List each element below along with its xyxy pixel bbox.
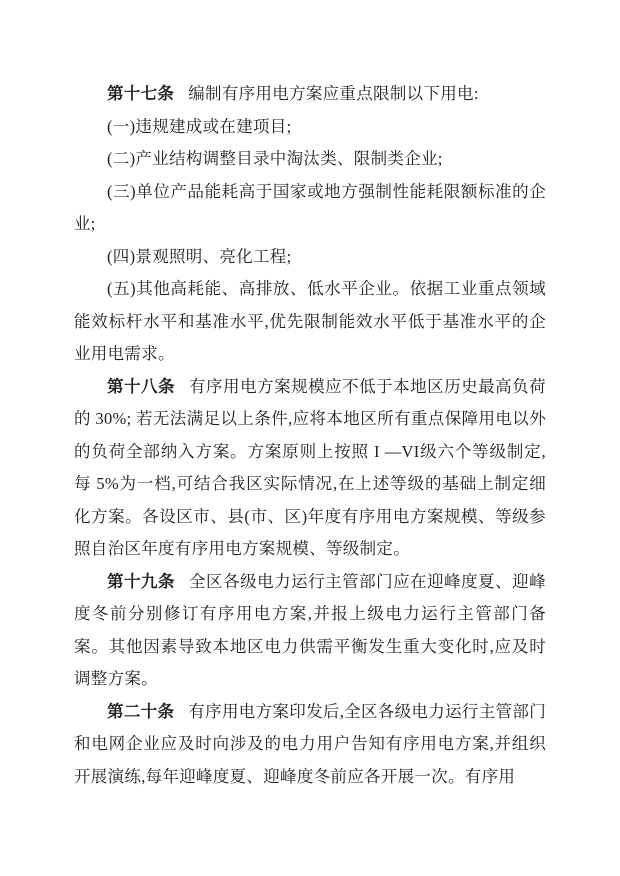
article-paragraph-19 (74, 566, 546, 696)
list-item-2 (74, 143, 546, 176)
article-number: 第十九条 (107, 571, 176, 591)
list-item-5 (74, 273, 546, 371)
article-paragraph-17 (74, 78, 546, 111)
article-paragraph-18 (74, 371, 546, 566)
article-paragraph-20 (74, 696, 546, 794)
list-item-4 (74, 241, 546, 274)
list-item-text: (五)其他高耗能、高排放、低水平企业。依据工业重点领域能效标杆水平和基准水平,优先限制能效水平低于基准水平的企业用电需求。 (74, 279, 546, 363)
list-item-1 (74, 111, 546, 144)
article-text: 编制有序用电方案应重点限制以下用电: (188, 84, 479, 103)
article-number: 第二十条 (107, 701, 175, 721)
article-text: 全区各级电力运行主管部门应在迎峰度夏、迎峰度冬前分别修订有序用电方案,并报上级电力运行主管部门备案。其他因素导致本地区电力供需平衡发生重大变化时,应及时调整方案。 (74, 571, 546, 688)
list-item-text: (二)产业结构调整目录中淘汰类、限制类企业; (107, 149, 443, 168)
article-text: 有序用电方案印发后,全区各级电力运行主管部门和电网企业应及时向涉及的电力用户告知有序用电方案,并组织开展演练,每年迎峰度夏、迎峰度冬前应各开展一次。有序用 (74, 701, 546, 786)
article-number: 第十七条 (107, 84, 175, 103)
list-item-3 (74, 176, 546, 241)
list-item-text: (一)违规建成或在建项目; (107, 116, 292, 136)
article-text: 有序用电方案规模应不低于本地区历史最高负荷的 30%; 若无法满足以上条件,应将本地区所有重点保障用电以外的负荷全部纳入方案。方案原则上按照 I —VI级六个等级制定,每 5%为一档,可结合我区实际情况,在上述等级的基础上制定细化方案。各设区市、县(市、区)年度有序用电方案规模、等级参照自治区年度有序用电方案规模、等级制定。 (74, 376, 546, 558)
article-number: 第十八条 (107, 376, 176, 396)
list-item-text: (三)单位产品能耗高于国家或地方强制性能耗限额标准的企业; (74, 181, 546, 233)
document-body (74, 78, 546, 793)
list-item-text: (四)景观照明、亮化工程; (107, 246, 292, 266)
